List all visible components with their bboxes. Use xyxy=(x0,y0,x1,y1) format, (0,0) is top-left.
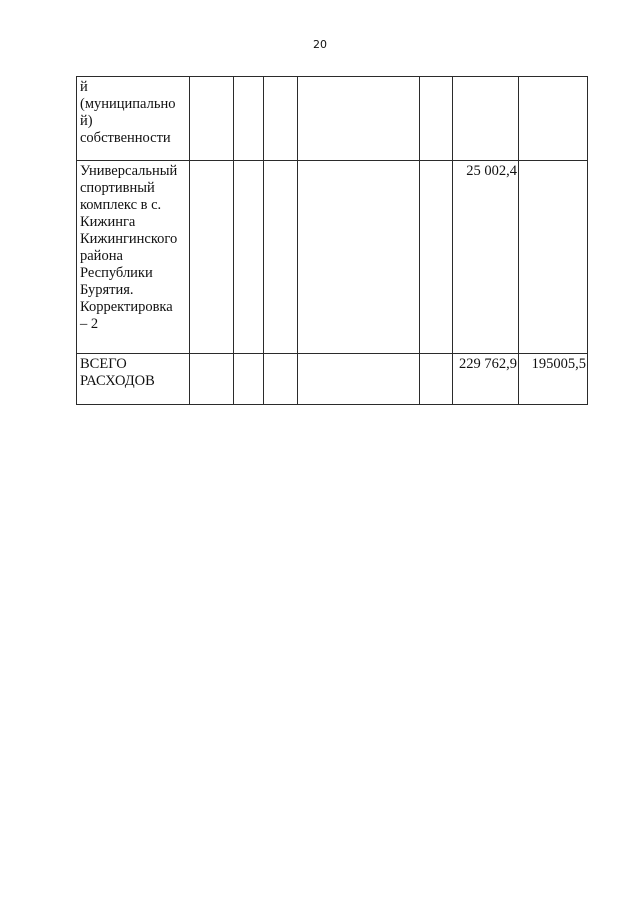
total-amount-cell: 229 762,9 xyxy=(453,354,519,405)
amount-cell xyxy=(453,77,519,161)
empty-cell xyxy=(234,77,264,161)
empty-cell xyxy=(298,77,420,161)
empty-cell xyxy=(420,354,453,405)
empty-cell xyxy=(298,161,420,354)
empty-cell xyxy=(420,77,453,161)
table-row-total xyxy=(77,354,588,405)
empty-cell xyxy=(234,161,264,354)
empty-cell xyxy=(234,354,264,405)
table-row xyxy=(77,77,588,161)
empty-cell xyxy=(420,161,453,354)
empty-cell xyxy=(190,77,234,161)
total-label-cell: ВСЕГО РАСХОДОВ xyxy=(77,354,190,405)
empty-cell xyxy=(264,161,298,354)
page-number: 20 xyxy=(313,38,327,51)
empty-cell xyxy=(190,354,234,405)
amount-cell: 25 002,4 xyxy=(453,161,519,354)
amount2-cell xyxy=(519,161,588,354)
total-amount2-cell: 195005,5 xyxy=(519,354,588,405)
empty-cell xyxy=(190,161,234,354)
row-name-cell: Универсальный спортивный комплекс в с. Кижинга Кижингинского района Республики Бурятия. Корректировка – 2 xyxy=(77,161,190,354)
row-name-cell: й (муниципально й) собственности xyxy=(77,77,190,161)
empty-cell xyxy=(298,354,420,405)
budget-table xyxy=(76,76,588,405)
empty-cell xyxy=(264,77,298,161)
amount2-cell xyxy=(519,77,588,161)
table-row xyxy=(77,161,588,354)
empty-cell xyxy=(264,354,298,405)
